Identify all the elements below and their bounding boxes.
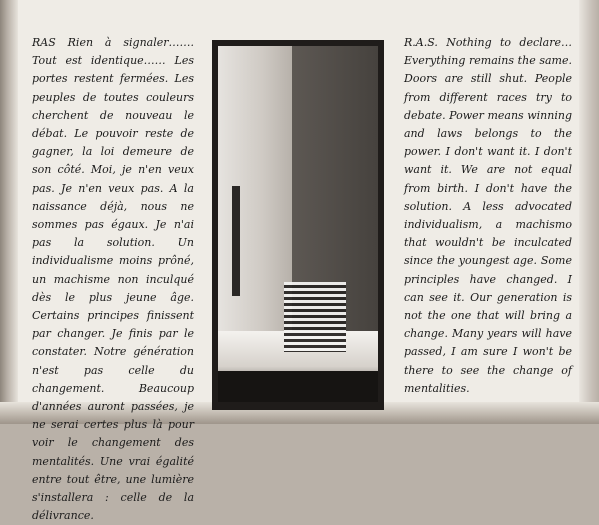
photo-frame — [218, 46, 378, 402]
page-left-edge — [0, 0, 18, 424]
shadow-band — [218, 371, 378, 402]
english-text-column — [404, 34, 572, 400]
page-right-edge — [579, 0, 599, 424]
french-paragraph: RAS Rien à signaler……. Tout est identique…… Les portes restent fermées. Les peuples de toutes couleurs cherchent de nouveau le débat. Le pouvoir reste de gagner, la loi demeure de son côté. Moi, je n'en veux pas. Je n'en veux pas. A la naissance déjà, nous ne sommes pas égaux. Je n'ai pas la solution. Un individualisme moins prôné, un machisme non inculqué dès le plus jeune âge. Certains principes finissent par changer. Je finis par le constater. Notre génération n'est pas celle du changement. Beaucoup d'années auront passées, je ne serai certes plus là pour voir le changement des mentalités. Une vrai égalité entre tout être, une lumière s'installera : celle de la délivrance. — [32, 36, 194, 523]
stairs-photo — [212, 40, 384, 410]
english-paragraph: R.A.S. Nothing to declare… Everything remains the same. Doors are still shut. People from different races try to debate. Power means winning and laws belongs to the power. I don't want it. I don't want it. We are not equal from birth. I don't have the solution. A less advocated individualism, a machismo that wouldn't be inculcated since the youngest age. Some principles have changed. I can see it. Our generation is not the one that will bring a change. Many years will have passed, I am sure I won't be there to see the change of mentalities. — [404, 36, 572, 395]
stairs — [284, 282, 346, 352]
pole — [232, 186, 240, 296]
french-text-column — [32, 34, 194, 523]
